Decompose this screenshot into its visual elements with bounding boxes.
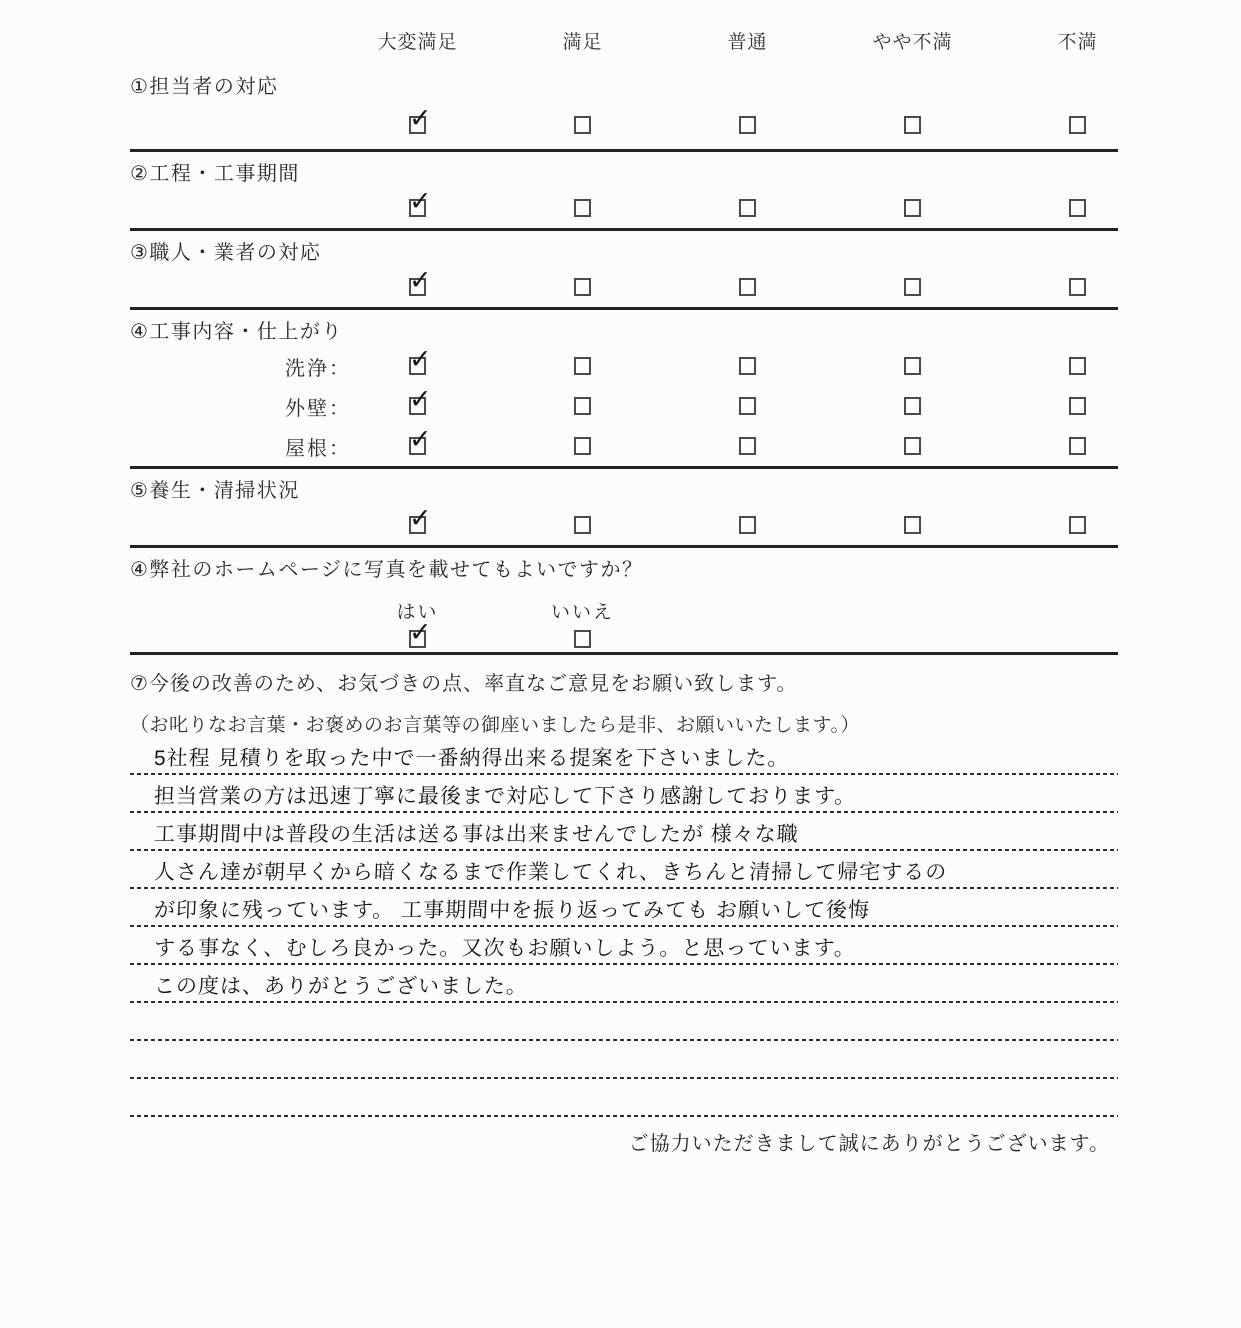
rating-checkbox[interactable]: [739, 199, 756, 217]
feedback-note: （お叱りなお言葉・お褒めのお言葉等の御座いましたら是非、お願いいたします。）: [130, 715, 860, 736]
column-header-dissatisfied: 不満: [1057, 31, 1098, 53]
rating-checkbox[interactable]: [739, 357, 756, 375]
handwritten-comment: が印象に残っています。 工事期間中を振り返ってみても お願いして後悔: [153, 899, 871, 922]
rating-checkbox[interactable]: [409, 186, 432, 217]
rating-checkbox[interactable]: [409, 424, 432, 455]
rating-checkbox[interactable]: [904, 116, 921, 134]
rating-checkbox[interactable]: [409, 265, 432, 296]
column-header-normal: 普通: [727, 31, 768, 53]
rating-row: [130, 101, 1160, 149]
rating-row: [130, 267, 1160, 307]
handwritten-comment: する事なく、むしろ良かった。又次もお願いしよう。と思っています。: [153, 937, 857, 960]
handwritten-comment: 人さん達が朝早くから暗くなるまで作業してくれ、きちんと清掃して帰宅するの: [153, 861, 948, 884]
comment-line: [130, 965, 1118, 1003]
question-block-4: [130, 310, 1118, 469]
checkmark-icon: ✓: [409, 103, 432, 134]
feedback-question: ⑦今後の改善のため、お気づきの点、率直なご意見をお願い致します。: [130, 673, 798, 695]
rating-checkbox[interactable]: [904, 437, 921, 455]
question-block-3: [130, 231, 1118, 310]
handwritten-comment: 5社程 見積りを取った中で一番納得出来る提案を下さいました。: [153, 747, 790, 770]
rating-checkbox[interactable]: [574, 357, 591, 375]
question-label: ①担当者の対応: [130, 76, 279, 98]
comment-line: [130, 813, 1118, 851]
row-sublabel-wall: 外壁：: [285, 397, 351, 420]
checkmark-icon: ✓: [409, 503, 432, 534]
rating-checkbox[interactable]: [1069, 397, 1086, 415]
photo-permission-block: [130, 548, 1118, 655]
rating-checkbox[interactable]: [409, 384, 432, 415]
rating-checkbox[interactable]: [574, 397, 591, 415]
survey-form: [130, 25, 1118, 1156]
rating-checkbox[interactable]: [904, 516, 921, 534]
rating-checkbox[interactable]: [574, 278, 591, 296]
option-yes: [335, 597, 500, 652]
rating-checkbox[interactable]: [1069, 278, 1086, 296]
question-block-5: [130, 469, 1118, 548]
column-header-satisfied: 満足: [562, 31, 603, 53]
rating-row-sensjo: [130, 346, 1160, 386]
column-header-somewhat-dissatisfied: やや不満: [872, 31, 953, 53]
checkmark-icon: ✓: [409, 384, 432, 415]
comment-line-empty: [130, 1079, 1118, 1117]
row-sublabel-roof: 屋根：: [285, 437, 351, 460]
rating-checkbox[interactable]: [739, 516, 756, 534]
comment-line-empty: [130, 1003, 1118, 1041]
comment-line: [130, 927, 1118, 965]
column-header-very-satisfied: 大変満足: [377, 31, 458, 53]
option-yes-label: はい: [396, 602, 439, 623]
rating-checkbox[interactable]: [739, 437, 756, 455]
rating-columns-header: [130, 25, 1160, 55]
handwritten-comment: この度は、ありがとうございました。: [153, 975, 529, 998]
rating-row: [130, 505, 1160, 545]
rating-checkbox[interactable]: [904, 397, 921, 415]
photo-permission-options: [130, 584, 1160, 652]
rating-checkbox[interactable]: [1069, 116, 1086, 134]
rating-row: [130, 188, 1160, 228]
rating-checkbox[interactable]: [574, 516, 591, 534]
rating-checkbox[interactable]: [1069, 199, 1086, 217]
comment-line-empty: [130, 1041, 1118, 1079]
photo-permission-question: ④弊社のホームページに写真を載せてもよいですか？: [130, 559, 644, 581]
comment-line: [130, 851, 1118, 889]
rating-checkbox[interactable]: [739, 278, 756, 296]
checkmark-icon: ✓: [409, 186, 432, 217]
comment-line: [130, 775, 1118, 813]
rating-checkbox[interactable]: [904, 199, 921, 217]
question-label: ④工事内容・仕上がり: [130, 321, 343, 343]
rating-checkbox[interactable]: [904, 278, 921, 296]
rating-checkbox[interactable]: [904, 357, 921, 375]
checkmark-icon: ✓: [409, 424, 432, 455]
rating-checkbox[interactable]: [409, 344, 432, 375]
checkmark-icon: ✓: [409, 344, 432, 375]
rating-checkbox[interactable]: [409, 503, 432, 534]
question-label: ②工程・工事期間: [130, 163, 300, 185]
no-checkbox[interactable]: [574, 630, 591, 648]
rating-checkbox[interactable]: [574, 437, 591, 455]
question-label: ⑤養生・清掃状況: [130, 480, 300, 502]
question-label: ③職人・業者の対応: [130, 242, 322, 264]
row-sublabel-washing: 洗浄：: [285, 357, 351, 380]
rating-checkbox[interactable]: [1069, 437, 1086, 455]
rating-checkbox[interactable]: [574, 199, 591, 217]
rating-checkbox[interactable]: [574, 116, 591, 134]
rating-checkbox[interactable]: [409, 103, 432, 134]
yes-checkbox[interactable]: [409, 617, 432, 648]
rating-checkbox[interactable]: [1069, 516, 1086, 534]
comment-line: [130, 737, 1118, 775]
handwritten-comment: 工事期間中は普段の生活は送る事は出来ませんでしたが 様々な職: [153, 823, 800, 846]
rating-row-gaiheki: [130, 386, 1160, 426]
rating-checkbox[interactable]: [739, 116, 756, 134]
question-block-1: [130, 55, 1118, 152]
feedback-lines: [130, 737, 1118, 1117]
option-no: [500, 597, 665, 652]
handwritten-comment: 担当営業の方は迅速丁寧に最後まで対応して下さり感謝しております。: [153, 785, 857, 808]
checkmark-icon: ✓: [409, 617, 432, 648]
rating-row-yane: [130, 426, 1160, 466]
option-no-label: いいえ: [550, 602, 614, 623]
rating-checkbox[interactable]: [1069, 357, 1086, 375]
rating-checkbox[interactable]: [739, 397, 756, 415]
question-block-2: [130, 152, 1118, 231]
checkmark-icon: ✓: [409, 265, 432, 296]
comment-line: [130, 889, 1118, 927]
thank-you-note: ご協力いただきまして誠にありがとうございます。: [628, 1133, 1110, 1155]
